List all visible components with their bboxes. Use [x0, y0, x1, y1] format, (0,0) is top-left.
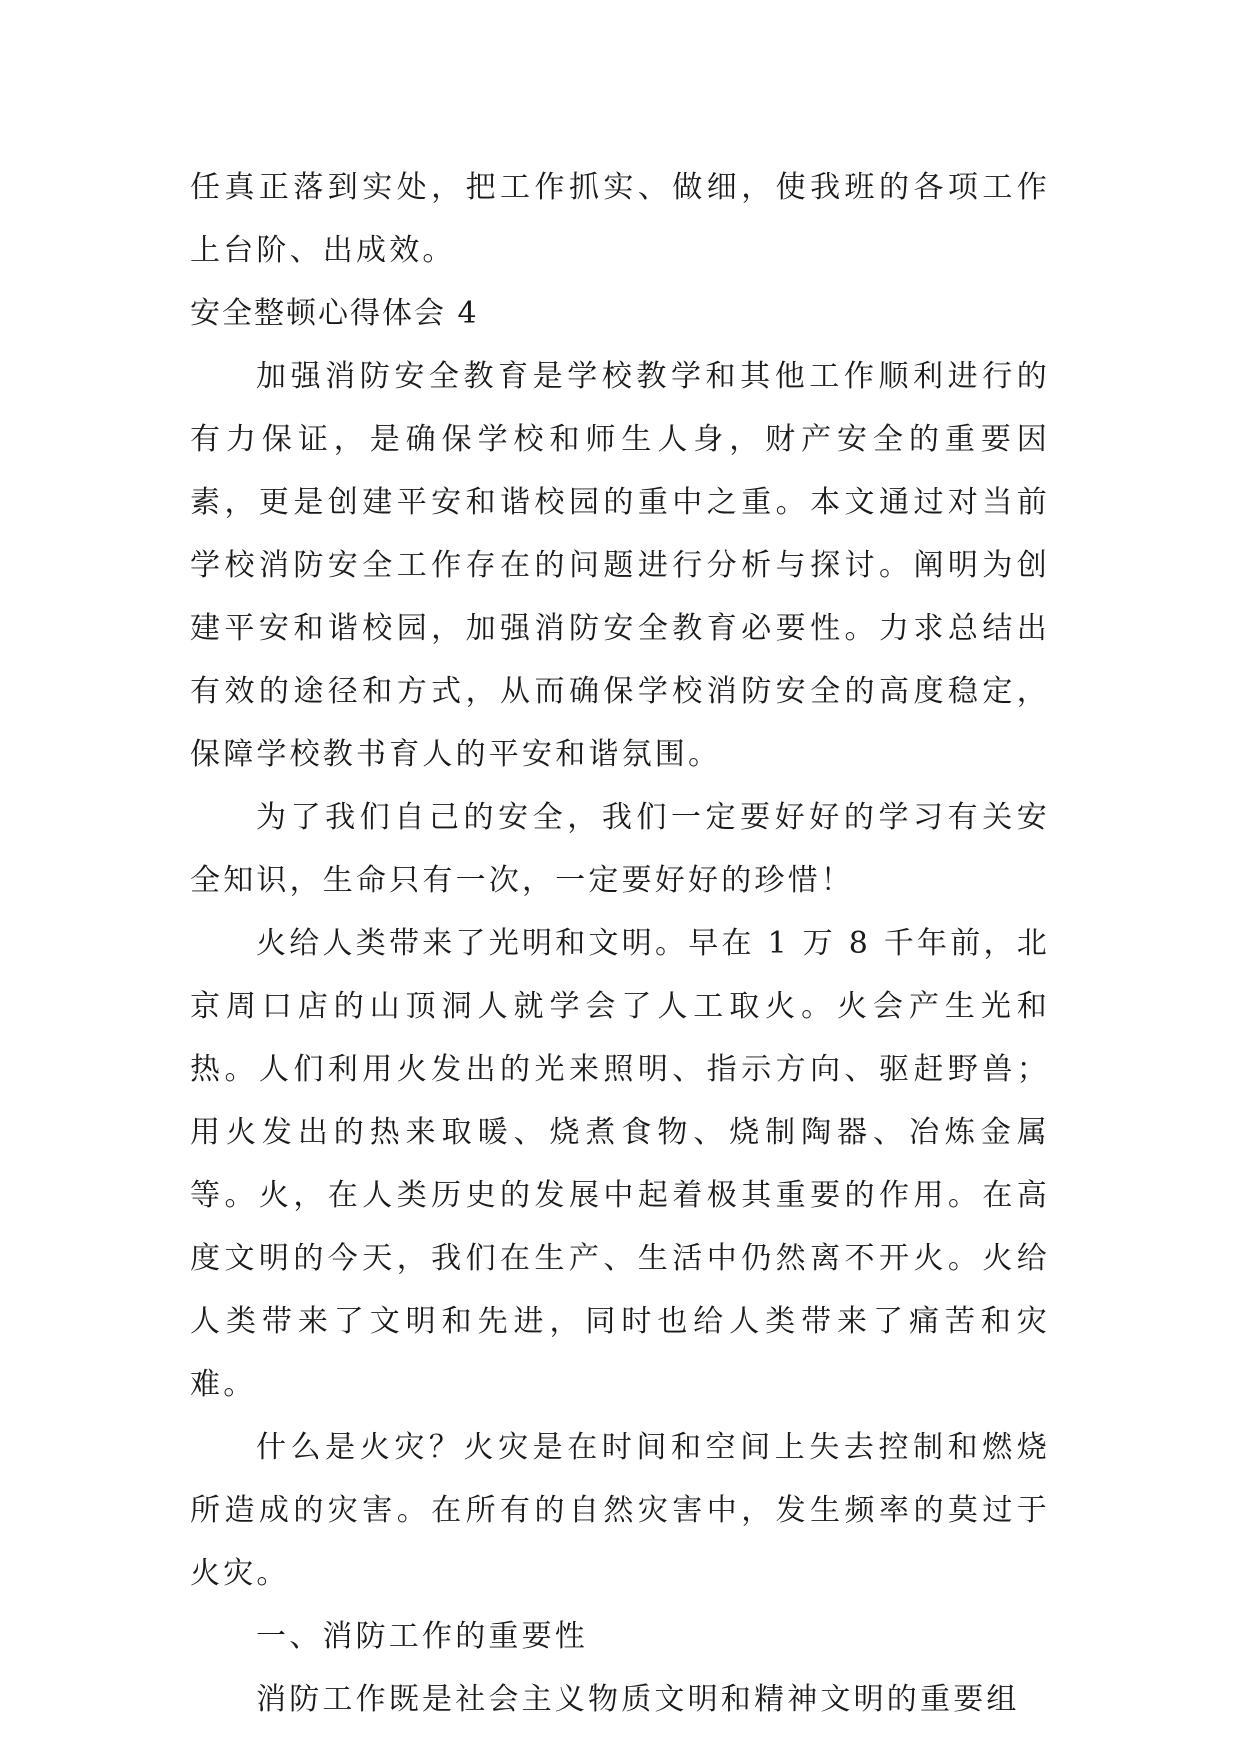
subheading: 一、消防工作的重要性	[256, 1619, 588, 1654]
paragraph-2: 为了我们自己的安全，我们一定要好好的学习有关安全知识，生命只有一次，一定要好好的珍惜！	[190, 800, 1050, 898]
paragraph-1: 加强消防安全教育是学校教学和其他工作顺利进行的有力保证，是确保学校和师生人身，财产安全的重要因素，更是创建平安和谐校园的重中之重。本文通过对当前学校消防安全工作存在的问题进行分析与探讨。阐明为创建平安和谐校园，加强消防安全教育必要性。力求总结出有效的途径和方式，从而确保学校消防安全的高度稳定，保障学校教书育人的平安和谐氛围。	[190, 359, 1050, 772]
section-title: 安全整顿心得体会 4	[190, 296, 479, 331]
paragraph-4: 什么是火灾？火灾是在时间和空间上失去控制和燃烧所造成的灾害。在所有的自然灾害中，发生频率的莫过于火灾。	[190, 1430, 1050, 1591]
paragraph-3: 火给人类带来了光明和文明。早在 1 万 8 千年前，北京周口店的山顶洞人就学会了人工取火。火会产生光和热。人们利用火发出的光来照明、指示方向、驱赶野兽；用火发出的热来取暖、烧煮食物、烧制陶器、冶炼金属等。火，在人类历史的发展中起着极其重要的作用。在高度文明的今天，我们在生产、生活中仍然离不开火。火给人类带来了文明和先进，同时也给人类带来了痛苦和灾难。	[190, 926, 1050, 1402]
continuation-paragraph: 任真正落到实处，把工作抓实、做细，使我班的各项工作上台阶、出成效。	[190, 170, 1050, 268]
document-body	[190, 156, 1050, 1731]
paragraph-5: 消防工作既是社会主义物质文明和精神文明的重要组	[256, 1682, 1020, 1717]
